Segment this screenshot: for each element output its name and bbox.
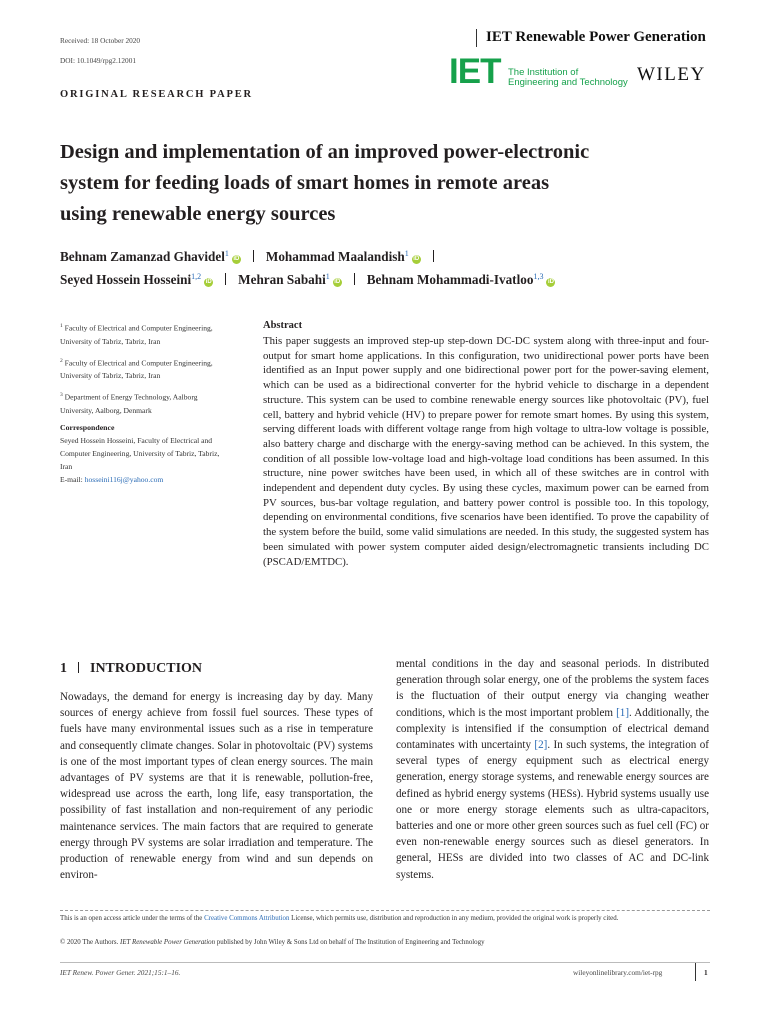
license-text-part: This is an open access article under the terms of the [60,915,205,922]
wiley-logo: WILEY [637,64,706,85]
affiliations [60,320,250,417]
affiliation-line: University of Tabriz, Tabriz, Iran [60,371,161,381]
email-label: E-mail: [60,475,85,484]
journal-url[interactable]: wileyonlinelibrary.com/iet-rpg [573,968,663,977]
author-affiliation-marker: 1,3 [533,272,544,281]
affiliation-line: Department of Energy Technology, Aalborg [64,392,198,402]
affiliation-line: University of Tabriz, Tabriz, Iran [60,336,161,346]
footer-divider [60,910,710,911]
author-affiliation-marker: 1 [404,249,409,258]
orcid-icon[interactable]: iD [205,279,212,285]
author-name[interactable]: Seyed Hossein Hosseini [60,272,192,287]
title-line: using renewable energy sources [60,203,336,225]
correspondence-email-line [60,473,255,486]
affiliation [60,320,250,348]
affiliation [60,389,250,417]
page-number-divider [695,963,696,981]
page-number: 1 [704,968,708,977]
correspondence-heading: Correspondence [60,423,115,432]
copyright-text [60,937,710,949]
title-line: system for feeding loads of smart homes in remote areas [60,172,550,194]
abstract-text: This paper suggests an improved step-up step-down DC-DC system along with three-input and four-output for smart home applications. In this configuration, two unidirectional power ports have been identified as an Input power supply and one bidirectional power port for the power-saving element, which can be used as a bidirectional converter for the hybrid vehicle to discharge in a dependent structure. This system can be used to combine renewable energy sources like photovoltaic (PV), fuel cell, battery and hybrid vehicle (HV) to prepare power for remote smart homes. By using this system, serving different loads with different voltage range from high voltage to ultra-low voltage is possible, also battery charge and discharge with the energy-saving method can be achieved. In this system, the condition of all possible low-voltage load and high-voltage load conditions has been assumed. In this structure, nine power switches have been used, in which all of these switches are in control with independent and dependent duty cycles. By using these cycles, maximum power can be earned from PV sources, bus-bar voltage regulation, and battery power control is possible too. In this topology, depending on environmental conditions, five scenarios have been identified. To prove the capability of the system before the build, some valid simulations are needed. In this study, the suggested system has been simulated with power system computer aided design/electromagnetic transients including DC (PSCAD/EMTDC). [263,335,709,568]
author-name[interactable]: Mehran Sabahi [238,272,326,287]
affiliation [60,355,250,383]
copyright-part: published by John Wiley & Sons Ltd on behalf of The Institution of Engineering and Technology [215,939,485,946]
affiliation-line: Faculty of Electrical and Computer Engineering, [64,323,213,333]
correspondence-line: Iran [60,462,73,471]
intro-text: mental conditions in the day and seasonal periods. In distributed generation through solar energy, one of the problems the system faces is the fluctuation of their output energy via changing weather conditions, which is the most important problem [396,658,709,719]
doi[interactable]: DOI: 10.1049/rpg2.12001 [60,56,137,65]
citation-link[interactable]: [2] [534,739,548,752]
abstract-heading: Abstract [263,320,303,331]
iet-inst-line2: Engineering and Technology [508,77,628,88]
section-separator [78,662,79,673]
author-line-1 [60,249,446,265]
intro-text: . In such systems, the integration of several types of energy equipment such as electrical energy generation, energy storage systems, and renewable energy sources are defined as hybrid energy systems (HESs). Hybrid systems usually use one or more energy storage elements such as ultra-capacitors, batteries and one or more other green sources such as fuel cell (FC) or even non-renewable energy sources such as diesel generators. In general, HESs are divided into two classes of AC and DC-link systems. [396,739,709,881]
orcid-icon[interactable]: iD [334,279,341,285]
received-date: Received: 18 October 2020 [60,36,141,45]
citation-link[interactable]: [1] [616,706,630,719]
title-line: Design and implementation of an improved power-electronic [60,141,590,163]
section-number: 1 [60,661,67,676]
article-title [60,137,740,230]
author-separator [253,250,254,262]
correspondence [60,421,255,486]
author-separator [225,273,226,285]
intro-text: . Additionally, the complexity is intensified if the consumption of electrical demand contaminates with uncertainty [396,706,709,752]
copyright-journal: IET Renewable Power Generation [120,939,216,946]
correspondence-line: Seyed Hossein Hosseini, Faculty of Electrical and [60,436,213,445]
author-name[interactable]: Behnam Mohammadi-Ivatloo [366,272,534,287]
affiliation-marker: 1 [60,323,63,329]
author-affiliation-marker: 1 [325,272,330,281]
affiliation-marker: 2 [60,357,63,364]
affiliation-marker: 3 [60,392,63,399]
journal-divider [476,29,477,47]
intro-left-column: Nowadays, the demand for energy is increasing day by day. Many sources of energy achieve from fossil fuel sources. These types of fuels have many environmental issues such as a rise in temperature and consequently climate changes. Solar in photovoltaic (PV) systems is one of the most important types of clean energy sources. The main advantages of PV systems are that it is renewable, pollution-free, widespread use across the earth, long life, easy transportation, the possibility of fast installation and non-requirement of any periodic maintenance services. The main factors that are required to generate energy through PV systems are solar irradiation and temperature. The production of renewable energy from wind and sun depends on environ- [60,691,373,882]
author-affiliation-marker: 1,2 [191,272,202,281]
author-name[interactable]: Behnam Zamanzad Ghavidel [60,249,225,264]
copyright-part: © 2020 The Authors. [60,939,121,946]
journal-name: IET Renewable Power Generation [486,29,706,45]
citation-footer: IET Renew. Power Gener. 2021;15:1–16. [60,968,181,977]
correspondence-line: Computer Engineering, University of Tabriz, Tabriz, [60,449,220,458]
license-link[interactable]: Creative Commons Attribution [204,915,290,922]
affiliation-line: Faculty of Electrical and Computer Engineering, [64,358,213,368]
email-link[interactable]: hosseini116j@yahoo.com [84,475,164,484]
iet-inst-line1: The Institution of [508,67,579,78]
orcid-icon[interactable]: iD [233,256,240,262]
license-text [60,913,710,925]
iet-logo: IET [449,52,501,91]
orcid-icon[interactable]: iD [413,256,420,262]
license-text-part: License, which permits use, distribution and reproduction in any medium, provided the original work is properly cited. [289,915,619,922]
author-affiliation-marker: 1 [224,249,229,258]
section-heading [60,661,202,677]
author-line-2 [60,272,555,288]
orcid-icon[interactable]: iD [547,279,554,285]
author-separator [354,273,355,285]
running-footer-rule [60,962,710,963]
article-type: ORIGINAL RESEARCH PAPER [60,89,253,100]
author-separator [433,250,434,262]
section-title: INTRODUCTION [90,661,203,676]
iet-institution-text [508,68,628,88]
affiliation-line: University, Aalborg, Denmark [60,405,152,415]
intro-right-column [396,656,709,883]
author-name[interactable]: Mohammad Maalandish [265,249,405,264]
